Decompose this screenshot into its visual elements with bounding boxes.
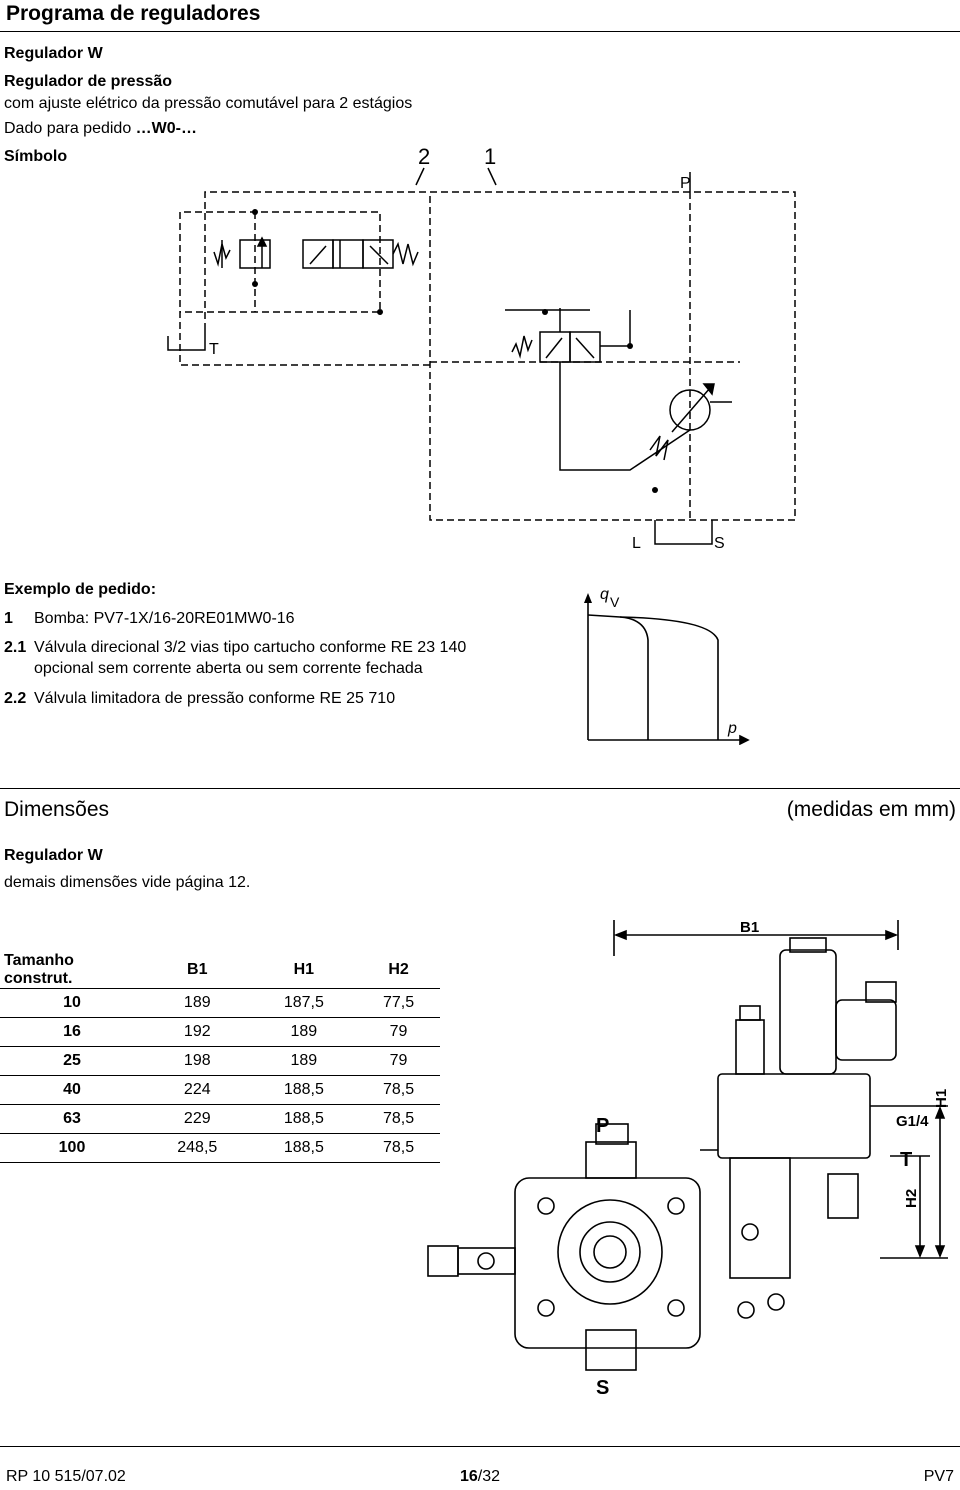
regulator-description: com ajuste elétrico da pressão comutável para 2 estágios <box>4 95 413 112</box>
order-item-2-1 <box>4 637 466 658</box>
order-example-title: Exemplo de pedido: <box>4 581 157 598</box>
dimensions-note: demais dimensões vide página 12. <box>4 874 251 891</box>
cell: 188,5 <box>251 1134 358 1163</box>
cell: 40 <box>0 1076 144 1105</box>
col-header-h1: H1 <box>293 961 315 978</box>
page-title: Programa de reguladores <box>6 2 261 25</box>
port-l-label: L <box>632 535 641 552</box>
cell: 25 <box>0 1047 144 1076</box>
cell: 63 <box>0 1105 144 1134</box>
cell: 78,5 <box>357 1105 440 1134</box>
table-row <box>0 1105 440 1134</box>
cell: 189 <box>144 989 251 1018</box>
symbol-callout-1: 1 <box>484 144 497 169</box>
cell: 188,5 <box>251 1105 358 1134</box>
port-s-drawing-label: S <box>596 1377 610 1399</box>
dim-h1-label: H1 <box>933 1088 950 1108</box>
dim-b1-label: B1 <box>740 919 760 936</box>
order-item-num: 2.2 <box>4 690 27 707</box>
order-item-2-2 <box>4 688 395 709</box>
chart-y-label: q <box>600 586 609 603</box>
col-header-size: Tamanho construt. <box>4 952 74 987</box>
cell: 78,5 <box>357 1134 440 1163</box>
symbol-callout-2: 2 <box>418 144 431 169</box>
cell: 224 <box>144 1076 251 1105</box>
page-current: 16 <box>459 1468 478 1485</box>
cell: 189 <box>251 1018 358 1047</box>
dimensions-title: Dimensões <box>4 798 110 821</box>
chart-x-label: p <box>728 720 737 737</box>
table-row <box>0 1076 440 1105</box>
col-header-h2: H2 <box>388 961 409 978</box>
dim-h2-label: H2 <box>903 1188 920 1208</box>
dimensions-subtitle: Regulador W <box>4 847 103 864</box>
footer-page-number <box>440 1468 520 1486</box>
col-header-b1: B1 <box>187 961 208 978</box>
order-item-text: Válvula direcional 3/2 vias tipo cartucho conforme RE 23 140 <box>34 639 467 656</box>
order-item-num: 2.1 <box>4 639 27 656</box>
footer-product: PV7 <box>923 1468 954 1485</box>
order-item-num: 1 <box>4 610 13 627</box>
table-row <box>0 1018 440 1047</box>
cell: 79 <box>357 1018 440 1047</box>
footer-doc-ref: RP 10 515/07.02 <box>6 1468 126 1485</box>
cell: 248,5 <box>144 1134 251 1163</box>
dim-g-label: G1/4 <box>896 1113 929 1130</box>
table-row <box>0 1134 440 1163</box>
regulator-name: Regulador W <box>4 45 103 62</box>
cell: 16 <box>0 1018 144 1047</box>
dimensions-table <box>0 952 440 1163</box>
cell: 78,5 <box>357 1076 440 1105</box>
order-code-prefix: Dado para pedido <box>4 120 136 137</box>
cell: 10 <box>0 989 144 1018</box>
dimensions-units: (medidas em mm) <box>786 798 956 821</box>
footer-rule <box>0 1446 960 1447</box>
cell: 188,5 <box>251 1076 358 1105</box>
order-item-2-1-continuation: opcional sem corrente aberta ou sem corrente fechada <box>34 660 423 677</box>
table-row <box>0 989 440 1018</box>
cell: 229 <box>144 1105 251 1134</box>
order-code-line <box>4 119 197 139</box>
cell: 187,5 <box>251 989 358 1018</box>
port-t-drawing-label: T <box>900 1149 913 1171</box>
regulator-type: Regulador de pressão <box>4 73 173 90</box>
order-item-1 <box>4 608 295 629</box>
cell: 198 <box>144 1047 251 1076</box>
cell: 189 <box>251 1047 358 1076</box>
cell: 77,5 <box>357 989 440 1018</box>
characteristic-curve <box>580 585 760 745</box>
table-header-row <box>0 952 440 989</box>
port-p-label: P <box>680 175 691 192</box>
page-total: /32 <box>477 1468 501 1485</box>
cell: 100 <box>0 1134 144 1163</box>
header-rule <box>0 31 960 32</box>
hydraulic-symbol-diagram <box>0 140 960 560</box>
cell: 192 <box>144 1018 251 1047</box>
port-t-label: T <box>209 341 219 358</box>
symbol-label: Símbolo <box>4 148 68 165</box>
order-item-text: Bomba: PV7-1X/16-20RE01MW0-16 <box>34 610 295 627</box>
order-item-text: Válvula limitadora de pressão conforme RE 25 710 <box>34 690 396 707</box>
chart-y-sub: V <box>610 594 620 610</box>
pump-dimension-drawing <box>400 910 960 1400</box>
table-row <box>0 1047 440 1076</box>
port-p-drawing-label: P <box>596 1115 610 1137</box>
port-s-label: S <box>714 535 725 552</box>
order-code: …W0-… <box>135 120 197 137</box>
section-rule <box>0 788 960 789</box>
cell: 79 <box>357 1047 440 1076</box>
